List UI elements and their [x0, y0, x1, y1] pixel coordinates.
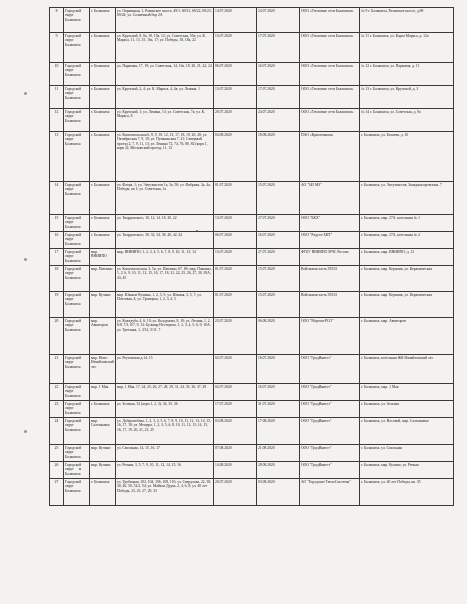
locality-cell: г. Балашиха — [90, 232, 116, 249]
start-date-cell: 02.07.2020 — [214, 384, 257, 401]
table-row — [50, 249, 454, 266]
district-cell: Городской округ Балашиха — [64, 462, 90, 479]
addresses-cell: ул. Флора, 1; ул. Энтузиастов 1а, 3а, 50; ул. Фабрика, 2а, 4а, Победы, кв 1; ул. Советская, 1а — [116, 182, 214, 215]
organization-cell: ООО "ГрадИнвест" — [300, 445, 360, 462]
organization-cell: Войсковая часть 35533 — [300, 266, 360, 292]
district-cell: Городской округ Балашиха — [64, 266, 90, 292]
row-number: 14 — [50, 182, 64, 215]
locality-cell: г. Балашиха — [90, 33, 116, 63]
district-cell: Городской округ Балашиха — [64, 232, 90, 249]
district-cell: Городской округ Балашиха — [64, 86, 90, 109]
binder-hole — [24, 430, 27, 433]
source-location-cell: № 14 г. Балашиха, ул. Советская, д. 9а — [360, 109, 454, 132]
start-date-cell: 13.07.2020 — [214, 33, 257, 63]
organization-cell: ФГБУ ВНИИПО МЧС России — [300, 249, 360, 266]
source-location-cell: № 9 г. Балашиха, Разинское шоссе, д.69 — [360, 8, 454, 33]
end-date-cell: 24.07.2020 — [257, 8, 300, 33]
source-location-cell: г. Балашиха, ул. Смольная — [360, 445, 454, 462]
locality-cell: мкр. ВНИИПО — [90, 249, 116, 266]
addresses-cell: ул. Окраинная, 1, Разинское шоссе, 49/1, 69/21, 69/22, 69/23, 69/24; ул. Солнечный бор 2А — [116, 8, 214, 33]
locality-cell: г. Балашиха — [90, 8, 116, 33]
end-date-cell: 24.07.2020 — [257, 109, 300, 132]
end-date-cell: 15.07.2020 — [257, 182, 300, 215]
start-date-cell: 07.08.2020 — [214, 445, 257, 462]
start-date-cell: 20.07.2020 — [214, 109, 257, 132]
start-date-cell: 23.07.2020 — [214, 318, 257, 355]
district-cell: Городской округ Балашиха — [64, 33, 90, 63]
source-location-cell: г. Балашиха, ул. Носовой, мкр. Салтыковка — [360, 418, 454, 445]
district-cell: Городской округ Балашиха — [64, 384, 90, 401]
start-date-cell: 03.08.2020 — [214, 418, 257, 445]
table-row — [50, 33, 454, 63]
organization-cell: ООО «Тепловые сети Балашихи» — [300, 63, 360, 86]
locality-cell: мкр. Авиаторов — [90, 318, 116, 355]
row-number: 23 — [50, 401, 64, 418]
row-number: 10 — [50, 63, 64, 86]
end-date-cell: 15.07.2020 — [257, 292, 300, 318]
row-number: 11 — [50, 86, 64, 109]
organization-cell: ООО "БКХ" — [300, 215, 360, 232]
row-number: 9 — [50, 33, 64, 63]
start-date-cell: 13.07.2020 — [214, 86, 257, 109]
table-row — [50, 292, 454, 318]
table-row — [50, 462, 454, 479]
source-location-cell: № 13 г. Балашиха, ул. Крупской, д. 3 — [360, 86, 454, 109]
row-number: 16 — [50, 232, 64, 249]
district-cell: Городской округ Балашиха — [64, 109, 90, 132]
table-row — [50, 182, 454, 215]
end-date-cell: 18.08.2020 — [257, 132, 300, 182]
addresses-cell: ул. Крупской, 8, 8а, 10, 10а, 12; ул. Советская, 55а; ул. К. Маркса, 11, 13, 15, 16а, 17; ул. Победы, 18, 18а, 22 — [116, 33, 214, 63]
district-cell: Городской округ Балашиха — [64, 355, 90, 384]
organization-cell: АО "345 МЗ" — [300, 182, 360, 215]
organization-cell: ООО "Мортон-РСО" — [300, 318, 360, 355]
table-row — [50, 8, 454, 33]
addresses-cell: ул. Добролюбова, 1, 2, 3, 4, 5, 6, 7, 8, 9, 10, 11, 12, 13, 14, 15, 16, 17, 18; ул. Мещера, 1, 2, 3, 5, 6, 8, 10, 11, 12, 13, 14, 15, 16, 17, 19, 20, 21, 23, 25 — [116, 418, 214, 445]
row-number: 26 — [50, 462, 64, 479]
locality-cell: мкр. Ново-Измайловский лес — [90, 355, 116, 384]
end-date-cell: 16.07.2020 — [257, 355, 300, 384]
row-number: 15 — [50, 215, 64, 232]
organization-cell: ООО "ГрадИнвест" — [300, 355, 360, 384]
start-date-cell: 02.07.2020 — [214, 355, 257, 384]
row-number: 24 — [50, 418, 64, 445]
table-row — [50, 109, 454, 132]
addresses-cell: мкр. ВНИИПО, 1, 2, 3, 4, 5, 6, 7, 8, 9, 10, 11, 13, 14 — [116, 249, 214, 266]
organization-cell: ООО "ГрадИнвест" — [300, 384, 360, 401]
table-row — [50, 215, 454, 232]
locality-cell: г. Балашиха — [90, 132, 116, 182]
addresses-cell: ул. Зеленая, 32 (корп 1, 2, 3), 34, 35, 36 — [116, 401, 214, 418]
source-location-cell: г. Балашиха, ул. 40 лет Победы, кв. 35 — [360, 479, 454, 506]
end-date-cell: 21.08.2020 — [257, 445, 300, 462]
start-date-cell: 14.07.2020 — [214, 8, 257, 33]
organization-cell: ООО "ГрадИнвест" — [300, 462, 360, 479]
district-cell: Городской округ Балашиха — [64, 8, 90, 33]
binder-hole — [24, 92, 27, 95]
table-row — [50, 266, 454, 292]
row-number: 8 — [50, 8, 64, 33]
table-row — [50, 132, 454, 182]
start-date-cell: 06.07.2020 — [214, 232, 257, 249]
addresses-cell: ул. Смольная, 14, 15, 16, 17 — [116, 445, 214, 462]
organization-cell: ООО "ГрадИнвест" — [300, 401, 360, 418]
organization-cell: ООО «Тепловые сети Балашихи» — [300, 8, 360, 33]
addresses-cell: ул. Твардовского, 30, 32, 34, 38, 40, 42, 44 — [116, 232, 214, 249]
locality-cell: мкр. Кучино — [90, 462, 116, 479]
addresses-cell: ул. Крупской, 1; ул. Ленина, 13; ул. Советская, 7а; ул. К. Маркса, 8 — [116, 109, 214, 132]
organization-cell: ООО "Радуга-ХИТ" — [300, 232, 360, 249]
table-row — [50, 63, 454, 86]
locality-cell: г. Балашиха — [90, 86, 116, 109]
row-number: 27 — [50, 479, 64, 506]
source-location-cell: г. Балашиха, мкр. 1 Мая — [360, 384, 454, 401]
end-date-cell: 27.07.2020 — [257, 215, 300, 232]
source-location-cell: г. Балашиха, ул. Беляева, д. 10 — [360, 132, 454, 182]
organization-cell: Войсковая часть 35533 — [300, 292, 360, 318]
binder-hole — [24, 258, 27, 261]
end-date-cell: 27.07.2020 — [257, 249, 300, 266]
table-row — [50, 355, 454, 384]
start-date-cell: 01.07.2020 — [214, 182, 257, 215]
source-location-cell: г. Балашиха, ул. Энтузиастов, Западная промзона, 7 — [360, 182, 454, 215]
table-row — [50, 479, 454, 506]
district-cell: Городской округ Балашиха — [64, 401, 90, 418]
locality-cell: мкр. Салтыковка — [90, 418, 116, 445]
organization-cell: ООО «Тепловые сети Балашихи» — [300, 33, 360, 63]
organization-cell: ООО «Тепловые сети Балашихи» — [300, 86, 360, 109]
row-number: 17 — [50, 249, 64, 266]
addresses-cell: ул. Парковая, 17, 19; ул. Советская, 14, 16а, 18, 20, 21, 22, 24 — [116, 63, 214, 86]
locality-cell: г. Балашиха — [90, 63, 116, 86]
end-date-cell: 15.07.2020 — [257, 266, 300, 292]
start-date-cell: 13.07.2020 — [214, 215, 257, 232]
organization-cell: ООО «Тепловые сети Балашихи» — [300, 109, 360, 132]
row-number: 25 — [50, 445, 64, 462]
table-row — [50, 401, 454, 418]
source-location-cell: г. Балашиха, мкр. Керамик, ул. Керамическая — [360, 292, 454, 318]
end-date-cell: 28.08.2020 — [257, 462, 300, 479]
row-number: 19 — [50, 292, 64, 318]
district-cell: Городской округ Балашиха — [64, 215, 90, 232]
source-location-cell: № 11 г. Балашиха, ул. Карла Маркса, д. 12а — [360, 33, 454, 63]
district-cell: Городской округ Балашиха — [64, 132, 90, 182]
table-row — [50, 318, 454, 355]
start-date-cell: 06.07.2020 — [214, 63, 257, 86]
source-location-cell: № 12 г. Балашиха, ул. Парковая, д. 11 — [360, 63, 454, 86]
row-number: 20 — [50, 318, 64, 355]
locality-cell: г. Балашиха — [90, 215, 116, 232]
source-location-cell: г. Балашиха, мкр. 27А, котельная № 1 — [360, 215, 454, 232]
locality-cell: г. Балашиха — [90, 182, 116, 215]
addresses-cell: ул. Реутовская д.14, 15 — [116, 355, 214, 384]
locality-cell: мкр. Павлино — [90, 266, 116, 292]
organization-cell: АО "Городские ТеплоСистемы" — [300, 479, 360, 506]
table-row — [50, 232, 454, 249]
outage-schedule-table — [49, 7, 454, 506]
addresses-cell: ул. Твардовского, 10, 12, 14, 18, 20, 22 — [116, 215, 214, 232]
end-date-cell: 17.07.2020 — [257, 86, 300, 109]
start-date-cell: 01.07.2020 — [214, 266, 257, 292]
source-location-cell: г. Балашиха, мкр. ВНИИПО, д. 12 — [360, 249, 454, 266]
organization-cell: ООО "ГрадИнвест" — [300, 418, 360, 445]
addresses-cell: ул. Трубецкая, 102, 104, 106, 108, 110; ул. Свердлова, 22, 38, 40, 46, 50, 52/2, 54; ул. Майкла Дудка, 2, 4, 6, 8; ул. 40 лет Победы, 23, 25, 27, 29, 33 — [116, 479, 214, 506]
addresses-cell: ул. Крупской, 2, 4; ул. К. Маркса, 4, 4а; ул. Ленина, 1 — [116, 86, 214, 109]
addresses-cell: мкр. Южные Кучины, 1, 2, 3, 5; ул. Южная, 3, 5, 7; ул. Почтовая, 4; ул. Троицкая, 1, 2, 3, 4, 5 — [116, 292, 214, 318]
end-date-cell: 17.07.2020 — [257, 33, 300, 63]
locality-cell: мкр. 1 Мая — [90, 384, 116, 401]
district-cell: Городской округ Балашиха — [64, 318, 90, 355]
end-date-cell: 16.07.2020 — [257, 384, 300, 401]
source-location-cell: г. Балашиха, мкр. Авиаторов — [360, 318, 454, 355]
district-cell: Городской округ Балашиха — [64, 249, 90, 266]
row-number: 21 — [50, 355, 64, 384]
start-date-cell: 01.07.2020 — [214, 292, 257, 318]
source-location-cell: г. Балашиха, ул. Зеленая — [360, 401, 454, 418]
locality-cell: мкр. Кучино — [90, 292, 116, 318]
table-row — [50, 86, 454, 109]
row-number: 18 — [50, 266, 64, 292]
addresses-cell: ул. Речная, 3, 5, 7, 9, 10, 11, 12, 14, 15, 16 — [116, 462, 214, 479]
end-date-cell: 31.07.2020 — [257, 401, 300, 418]
end-date-cell: 03.08.2020 — [257, 479, 300, 506]
start-date-cell: 04.08.2020 — [214, 132, 257, 182]
source-location-cell: г. Балашиха, мкр. Кучино, ул. Речная — [360, 462, 454, 479]
district-cell: Городской округ Балашиха — [64, 445, 90, 462]
source-location-cell: г. Балашиха, мкр. 27А, котельная № 2 — [360, 232, 454, 249]
district-cell: Городской округ Балашиха — [64, 479, 90, 506]
end-date-cell: 17.08.2020 — [257, 418, 300, 445]
locality-cell: г. Балашиха — [90, 479, 116, 506]
source-location-cell: г. Балашиха, котельная ЖК Измайловский лес — [360, 355, 454, 384]
addresses-cell: ул. Комсомольская 6, 8, 9, 10, 12, 13, 17, 18, 19, 20, 28; ул. Октябрьская 7, 9, 10; ул. Пушкинская 7, 21; Северный проезд 2, 7, 9, 11, 13; ул. Ленина 72, 74, 76, 80, 82 (корп 1, корп 2); Московский проезд, 11, 13 — [116, 132, 214, 182]
organization-cell: ПАО «Криогенмаш» — [300, 132, 360, 182]
addresses-cell: ул. Комсомольская, 3, 5а; ул. Павлино, 67, 69; мкр. Павлино, 1, 2, 6, 9, 10, 11, 12, 15, 16, 17, 18, 21, 22, 25, 26, 27, 30, 39А, 43, 45 — [116, 266, 214, 292]
start-date-cell: 14.08.2020 — [214, 462, 257, 479]
start-date-cell: 20.07.2020 — [214, 479, 257, 506]
locality-cell: г. Балашиха — [90, 401, 116, 418]
source-location-cell: г. Балашиха, мкр. Керамик, ул. Керамическая — [360, 266, 454, 292]
table-row — [50, 445, 454, 462]
district-cell: Городской округ Балашиха — [64, 63, 90, 86]
locality-cell: мкр. Кучино — [90, 445, 116, 462]
start-date-cell: 17.07.2020 — [214, 401, 257, 418]
district-cell: Городской округ Балашиха — [64, 418, 90, 445]
locality-cell: г. Балашиха — [90, 109, 116, 132]
start-date-cell: 13.07.2020 — [214, 249, 257, 266]
table-row — [50, 418, 454, 445]
table-row — [50, 384, 454, 401]
district-cell: Городской округ Балашиха — [64, 182, 90, 215]
addresses-cell: мкр. 1 Мая, 17, 24, 25, 26, 27, 28, 29, 31, 34, 35, 36, 37, 38 — [116, 384, 214, 401]
end-date-cell: 16.07.2020 — [257, 63, 300, 86]
addresses-cell: ул. Кожедуба, 4, 6, 10; ул. Колдунова, 8, 10; ул. Летная, 1, 2, 6/8, 7/3, 8/7, 9, 12; Бульвар Нестерова, 1, 2, 3, 4, 5, 6, 9, 10А; ул. Третьяка, 1, 3/12, 5/11, 7 — [116, 318, 214, 355]
end-date-cell: 06.08.2020 — [257, 318, 300, 355]
district-cell: Городской округ Балашиха — [64, 292, 90, 318]
row-number: 22 — [50, 384, 64, 401]
row-number: 12 — [50, 109, 64, 132]
end-date-cell: 16.07.2020 — [257, 232, 300, 249]
row-number: 13 — [50, 132, 64, 182]
